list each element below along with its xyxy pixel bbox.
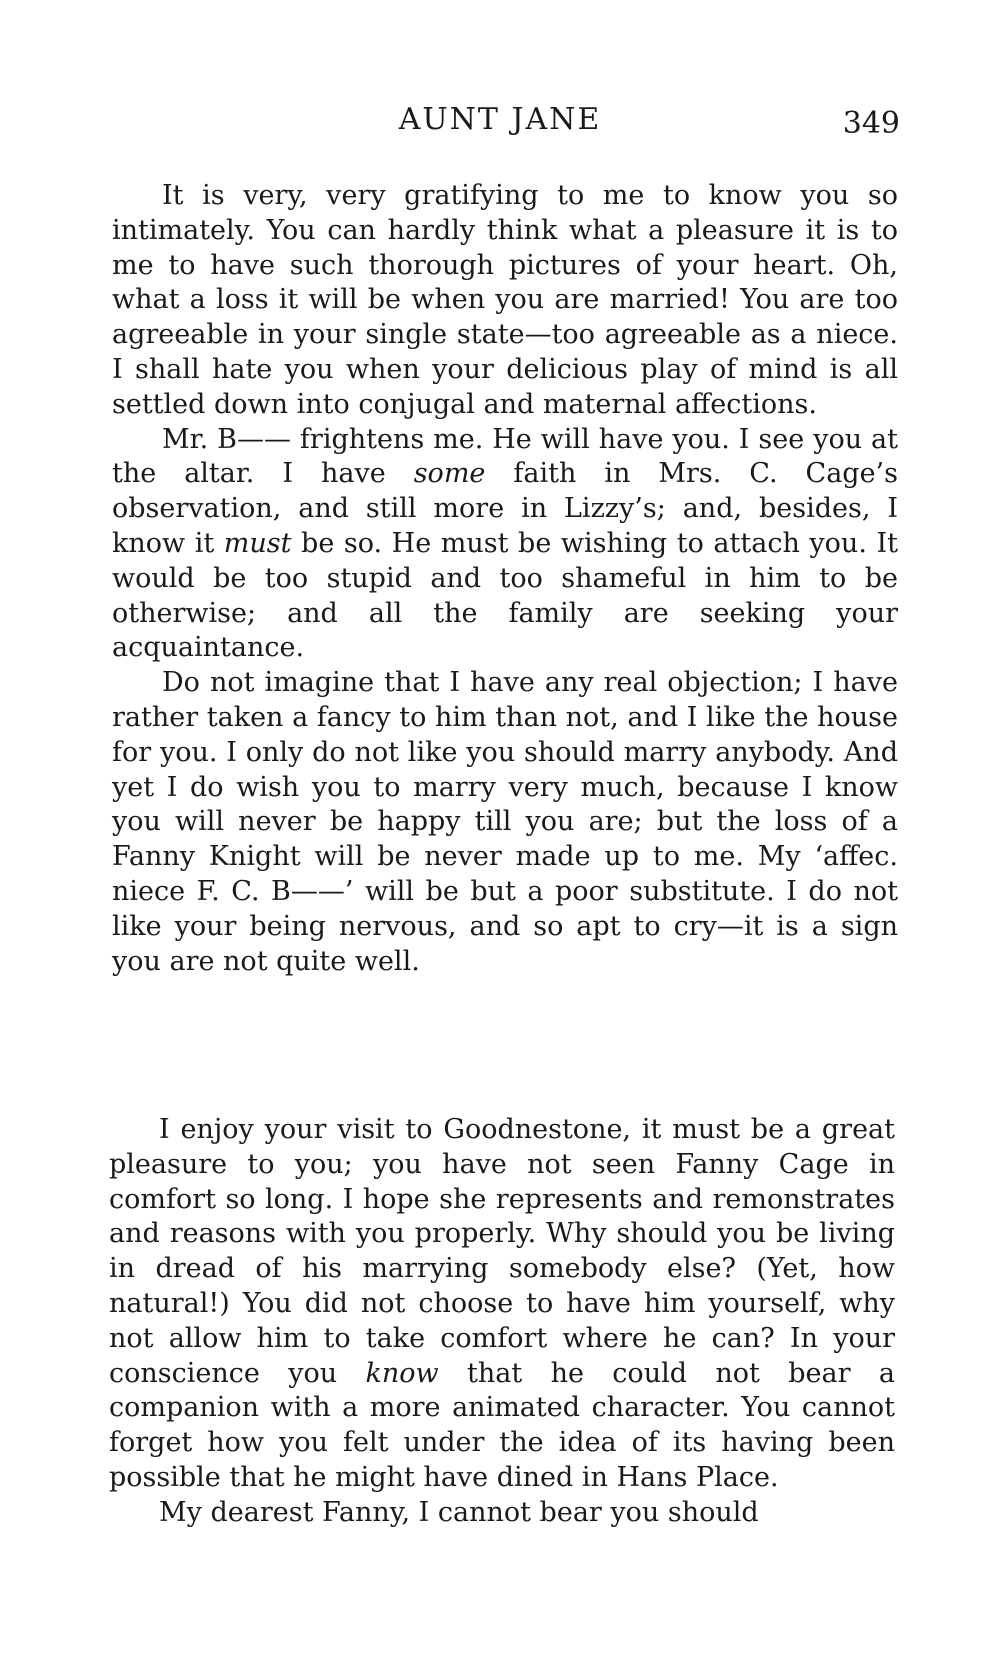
running-title: AUNT JANE [398, 102, 602, 137]
paragraph-2-text-c: be so. He must be wishing to attach you. It would be too stupid and too shameful in him to be otherwise; and all the family are seeking your acquaintance. [112, 527, 898, 664]
paragraph-2 [112, 423, 898, 667]
emphasis-some: some [413, 458, 486, 490]
paragraph-4-text-b: that he could not bear a companion with a more animated character. You cannot forget how you felt under the idea of its having been possible that he might have dined in Hans Place. [109, 1357, 895, 1493]
paragraph-4 [109, 1113, 895, 1496]
paragraph-2-text-a: Mr. B—— frightens me. He will have you. I see you at the altar. I have [112, 423, 898, 490]
page-number: 349 [842, 106, 900, 141]
emphasis-know: know [365, 1357, 439, 1389]
page-header [0, 100, 1000, 140]
emphasis-must: must [223, 527, 292, 559]
paragraph-4-text-a: I enjoy your visit to Goodnestone, it must be a great pleasure to you; you have not seen Fanny Cage in comfort so long. I hope she represents and remonstrates and reasons with you properly. Why should you be living in dread of his marrying somebody else? (Yet, how natural!) You did not choose to have him yourself, why not allow him to take comfort where he can? In your conscience you [109, 1114, 895, 1389]
letter-section-1 [112, 179, 898, 979]
paragraph-1: It is very, very gratifying to me to know you so intimately. You can hardly think what a pleasure it is to me to have such thorough pictures of your heart. Oh, what a loss it will be when you are married! You are too agreeable in your single state—too agreeable as a niece. I shall hate you when your delicious play of mind is all settled down into conjugal and maternal affections. [112, 180, 898, 420]
paragraph-5: My dearest Fanny, I cannot bear you should [159, 1496, 759, 1528]
paragraph-2-text-b: faith in Mrs. C. Cage’s observation, and still more in Lizzy’s; and, besides, I know it [112, 458, 898, 559]
letter-section-2 [109, 1113, 895, 1531]
paragraph-3: Do not imagine that I have any real objection; I have rather taken a fancy to him than not, and I like the house for you. I only do not like you should marry anybody. And yet I do wish you to marry very much, because I know you will never be happy till you are; but the loss of a Fanny Knight will be never made up to me. My ‘affec. niece F. C. B——’ will be but a poor substitute. I do not like your being nervous, and so apt to cry—it is a sign you are not quite well. [112, 667, 898, 977]
